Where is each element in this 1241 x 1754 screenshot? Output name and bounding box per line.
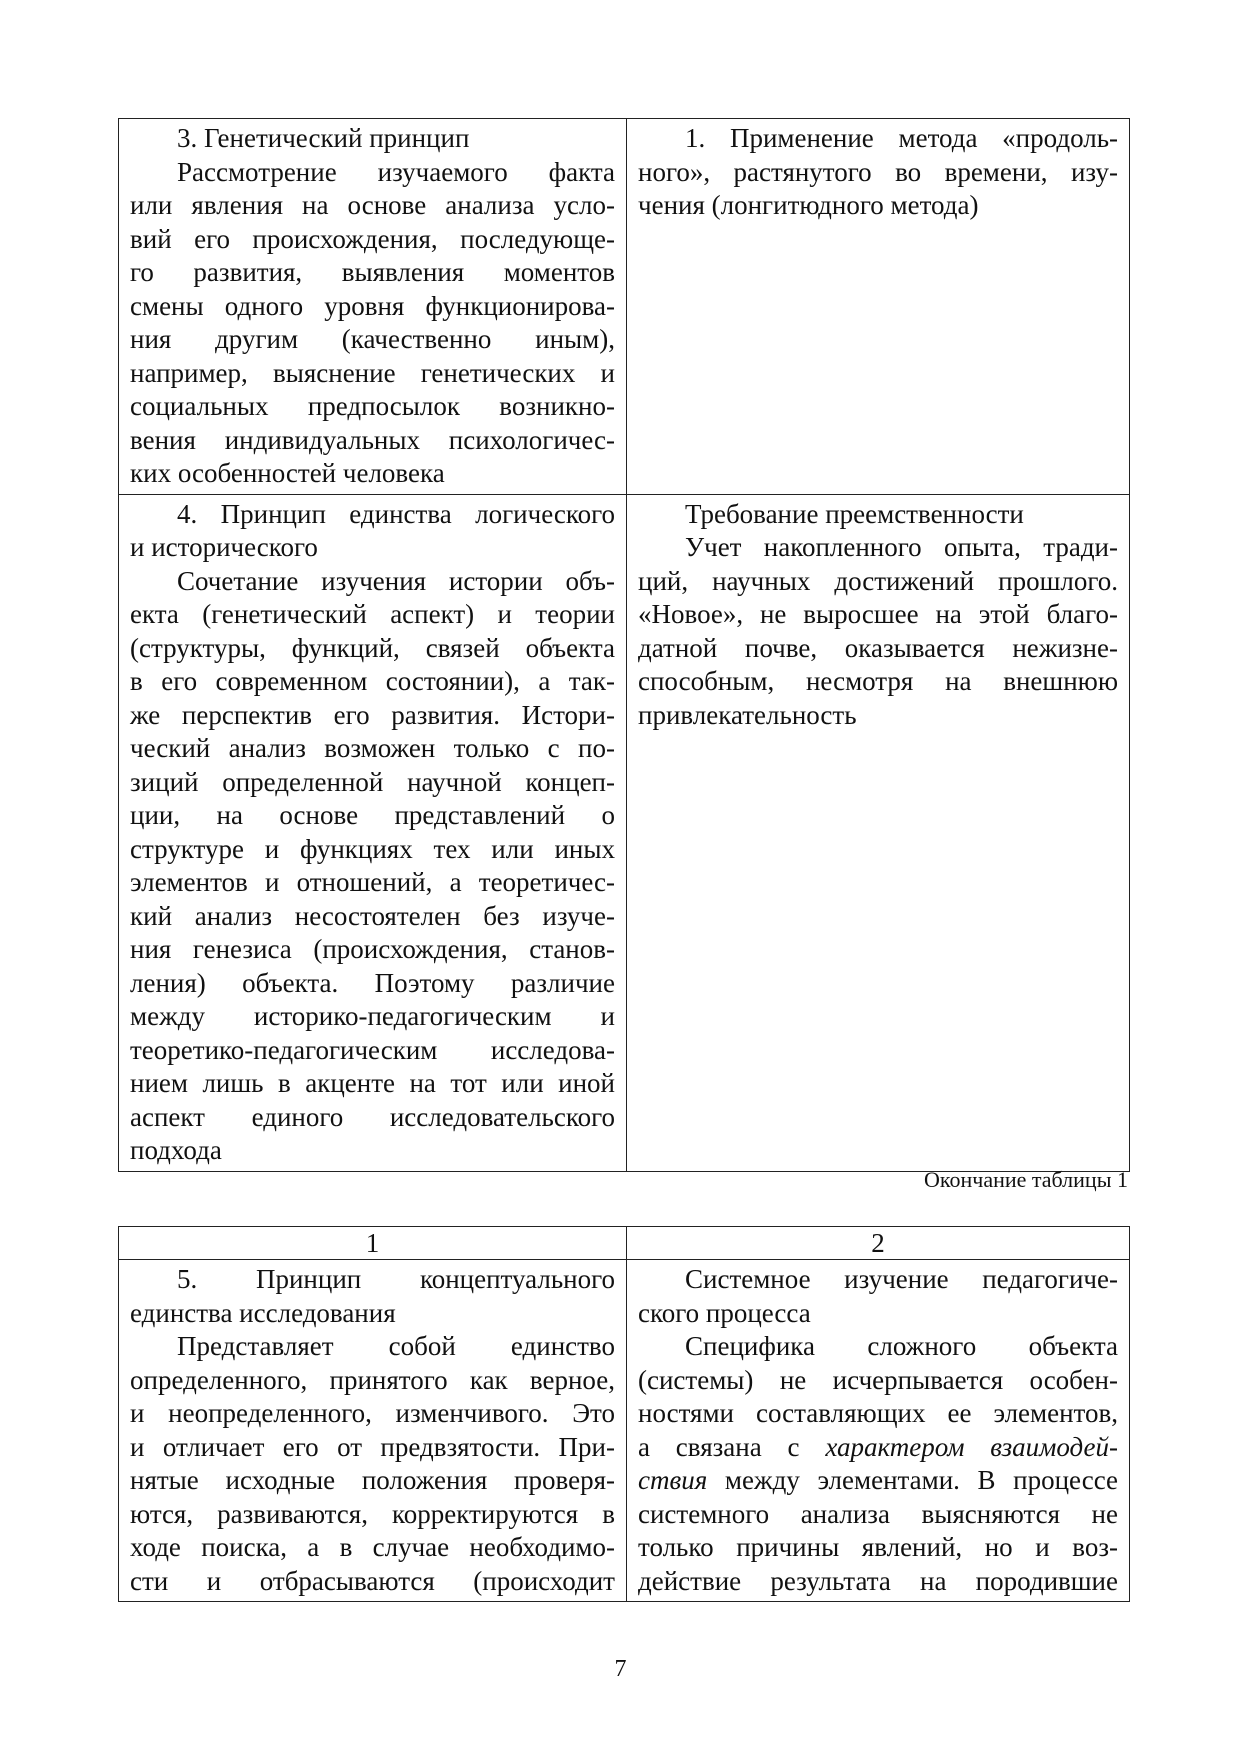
- cell-heading: 3. Генетический принцип: [177, 123, 470, 153]
- principles-table-part1: [118, 118, 1130, 1172]
- cell-heading: 5. Принцип концептуального: [177, 1264, 615, 1294]
- cell-line: кий анализ несостоятелен без изуче-: [130, 900, 615, 931]
- italic-fragment: ствия: [638, 1465, 708, 1495]
- principles-table-part2: [118, 1226, 1130, 1602]
- table-cell-requirement: [627, 1260, 1130, 1602]
- text-fragment: а связана с: [638, 1431, 826, 1462]
- cell-line: Представляет собой единство: [177, 1331, 615, 1361]
- column-number: 1: [119, 1227, 627, 1260]
- cell-line: чения (лонгитюдного метода): [638, 190, 979, 220]
- cell-line: смены одного уровня функционирова-: [130, 290, 615, 321]
- cell-line: действие результата на породившие: [638, 1565, 1118, 1596]
- italic-fragment: характером взаимодей-: [825, 1431, 1118, 1462]
- cell-line: (системы) не исчерпывается особен-: [638, 1364, 1118, 1395]
- column-number-row: [119, 1227, 1130, 1260]
- table-cell-requirement: [627, 494, 1130, 1171]
- cell-line: Рассмотрение изучаемого факта: [177, 156, 615, 187]
- cell-heading: 4. Принцип единства логического: [177, 498, 615, 529]
- cell-line: же перспектив его развития. Истори-: [130, 699, 615, 730]
- cell-line: ного», растянутого во времени, изу-: [638, 156, 1118, 187]
- column-number: 2: [627, 1227, 1130, 1260]
- cell-line: между историко-педагогическим и: [130, 1001, 615, 1031]
- cell-line: аспект единого исследовательского: [130, 1101, 615, 1132]
- cell-line: и неопределенного, изменчивого. Это: [130, 1398, 615, 1428]
- cell-line: сти и отбрасываются (происходит: [130, 1565, 615, 1596]
- page-number: 7: [614, 1656, 627, 1682]
- cell-heading: и исторического: [130, 532, 318, 562]
- cell-line: [638, 1431, 1118, 1465]
- cell-line: Специфика сложного объекта: [685, 1331, 1118, 1361]
- table-row: [119, 119, 1130, 495]
- cell-line: например, выяснение генетических и: [130, 357, 615, 388]
- cell-line: структуре и функциях тех или иных: [130, 833, 615, 864]
- table-row: [119, 494, 1130, 1171]
- cell-heading: единства исследования: [130, 1297, 396, 1328]
- cell-line: зиций определенной научной концеп-: [130, 766, 615, 797]
- table-cell-principle: [119, 494, 627, 1171]
- cell-line: 1. Применение метода «продоль-: [685, 123, 1118, 153]
- cell-line: ния генезиса (происхождения, станов-: [130, 934, 615, 964]
- table-cell-requirement: [627, 119, 1130, 495]
- cell-line: ления) объекта. Поэтому различие: [130, 967, 615, 998]
- cell-line: нием лишь в акценте на тот или иной: [130, 1068, 615, 1098]
- cell-line: го развития, выявления моментов: [130, 257, 615, 287]
- table-continuation-caption: Окончание таблицы 1: [924, 1167, 1128, 1192]
- cell-line: определенного, принятого как верное,: [130, 1364, 615, 1395]
- cell-line: ких особенностей человека: [130, 458, 445, 488]
- cell-line: вий его происхождения, последующе-: [130, 223, 615, 254]
- cell-line: датной почве, оказывается нежизне-: [638, 632, 1118, 663]
- cell-line: только причины явлений, но и воз-: [638, 1532, 1118, 1562]
- table-row: [119, 1260, 1130, 1602]
- cell-line: или явления на основе анализа усло-: [130, 190, 615, 220]
- cell-line: ции, на основе представлений о: [130, 800, 615, 830]
- cell-line: нятые исходные положения проверя-: [130, 1465, 615, 1495]
- table-cell-principle: [119, 1260, 627, 1602]
- cell-line: социальных предпосылок возникно-: [130, 391, 615, 421]
- cell-line: (структуры, функций, связей объекта: [130, 632, 615, 663]
- cell-line: теоретико-педагогическим исследова-: [130, 1034, 615, 1065]
- cell-line: способным, несмотря на внешнюю: [638, 666, 1118, 696]
- cell-line: и отличает его от предвзятости. При-: [130, 1431, 615, 1462]
- cell-line: екта (генетический аспект) и теории: [130, 599, 615, 629]
- cell-line: системного анализа выясняются не: [638, 1498, 1118, 1529]
- cell-line: ются, развиваются, корректируются в: [130, 1498, 615, 1529]
- cell-line: Учет накопленного опыта, тради-: [685, 532, 1118, 562]
- cell-line: [638, 1464, 1118, 1498]
- cell-line: подхода: [130, 1135, 222, 1165]
- cell-heading: ского процесса: [638, 1297, 811, 1328]
- cell-line: вения индивидуальных психологичес-: [130, 424, 615, 455]
- cell-line: элементов и отношений, а теоретичес-: [130, 867, 615, 897]
- cell-heading: Требование преемственности: [685, 498, 1024, 529]
- text-fragment: между элементами. В процессе: [707, 1465, 1118, 1495]
- cell-line: ходе поиска, а в случае необходимо-: [130, 1532, 615, 1562]
- table-cell-principle: [119, 119, 627, 495]
- cell-line: привлекательность: [638, 699, 857, 730]
- cell-line: «Новое», не выросшее на этой благо-: [638, 599, 1118, 629]
- cell-line: ций, научных достижений прошлого.: [638, 565, 1118, 596]
- cell-line: в его современном состоянии), а так-: [130, 666, 615, 696]
- cell-line: ния другим (качественно иным),: [130, 324, 615, 354]
- cell-heading: Системное изучение педагогиче-: [685, 1264, 1118, 1294]
- cell-line: ностями составляющих ее элементов,: [638, 1398, 1118, 1428]
- cell-line: Сочетание изучения истории объ-: [177, 565, 615, 596]
- cell-line: ческий анализ возможен только с по-: [130, 733, 615, 763]
